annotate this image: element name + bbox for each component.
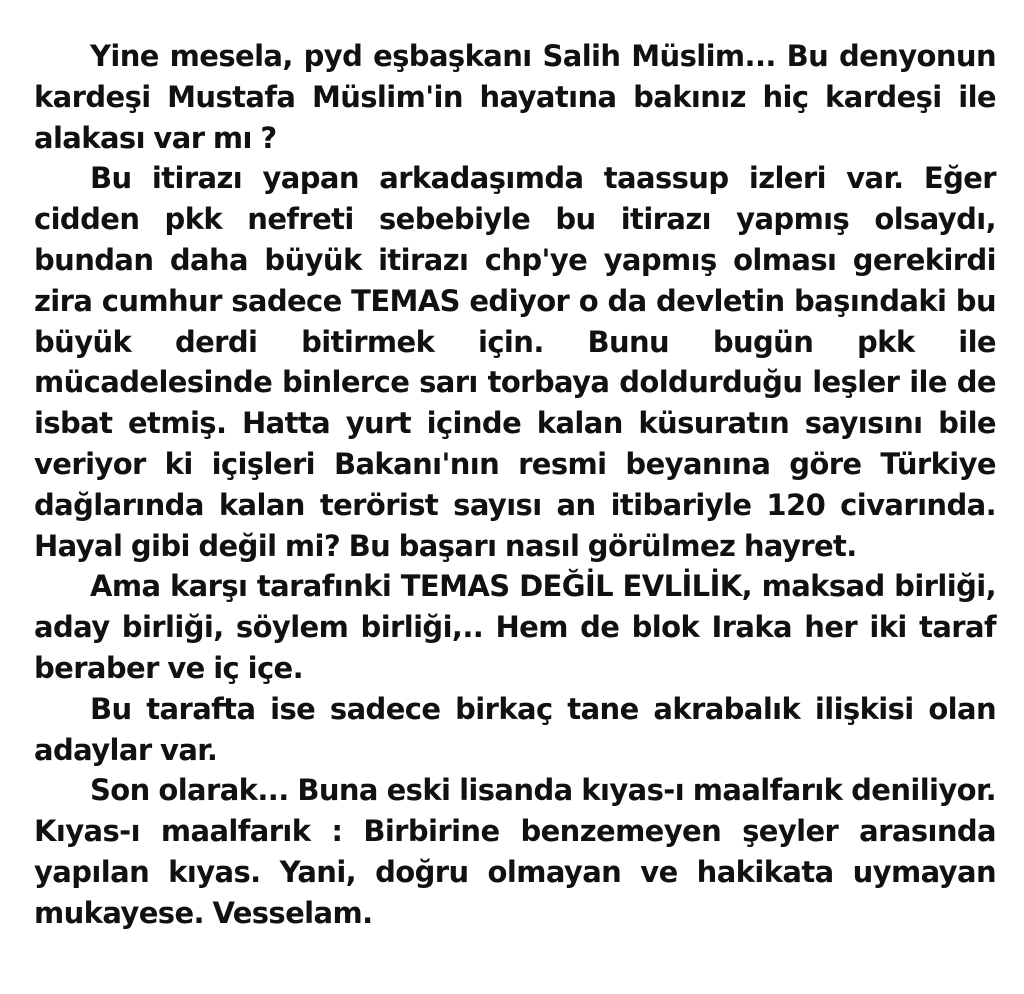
paragraph-conclusion: Son olarak... Buna eski lisanda kıyas-ı maalfarık deniliyor. Kıyas-ı maalfarık : Birbirine benzemeyen şeyler arasında yapılan kıyas. Yani, doğru olmayan ve hakikata uymayan mukayese. Vesselam. (34, 773, 996, 930)
paragraph-this-side: Bu tarafta ise sadece birkaç tane akrabalık ilişkisi olan adaylar var. (34, 691, 996, 767)
document-page (34, 36, 996, 934)
paragraph-salih-muslim: Yine mesela, pyd eşbaşkanı Salih Müslim... Bu denyonun kardeşi Mustafa Müslim'in hayatına bakınız hiç kardeşi ile alakası var mı ? (34, 39, 996, 155)
paragraph-other-side: Ama karşı tarafınki TEMAS DEĞİL EVLİLİK, maksad birliği, aday birliği, söylem birliği,.. Hem de blok Iraka her iki taraf beraber ve iç içe. (34, 569, 996, 685)
paragraph-objection: Bu itirazı yapan arkadaşımda taassup izleri var. Eğer cidden pkk nefreti sebebiyle bu itirazı yapmış olsaydı, bundan daha büyük itirazı chp'ye yapmış olması gerekirdi zira cumhur sadece TEMAS ediyor o da devletin başındaki bu büyük derdi bitirmek için. Bunu bugün pkk ile mücadelesinde binlerce sarı torbaya doldurduğu leşler ile de isbat etmiş. Hatta yurt içinde kalan küsuratın sayısını bile veriyor ki içişleri Bakanı'nın resmi beyanına göre Türkiye dağlarında kalan terörist sayısı an itibariyle 120 civarında. Hayal gibi değil mi? Bu başarı nasıl görülmez hayret. (34, 161, 996, 563)
